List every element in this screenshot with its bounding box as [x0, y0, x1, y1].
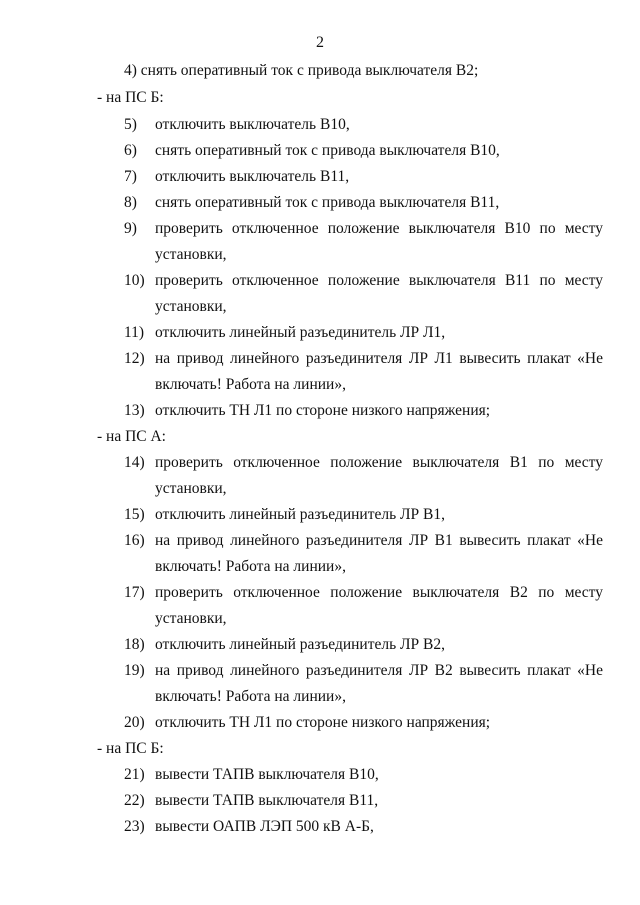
item-text: отключить линейный разъединитель ЛР Л1, [155, 324, 446, 341]
page-number: 2 [316, 34, 324, 51]
item-text: отключить линейный разъединитель ЛР В2, [155, 636, 446, 653]
item-text-continued: включать! Работа на линии», [155, 688, 346, 705]
item-text-continued: установки, [155, 246, 227, 263]
item-number: 19) [124, 662, 145, 679]
item-text: вывести ТАПВ выключателя В11, [155, 792, 379, 809]
item-number: 21) [124, 766, 145, 783]
section-heading-ps-b: - на ПС Б: [97, 89, 164, 106]
item-number: 7) [124, 168, 137, 185]
item-number: 11) [124, 324, 145, 341]
item-text: проверить отключенное положение выключателя В2 по месту [155, 584, 603, 601]
item-text: на привод линейного разъединителя ЛР В1 вывесить плакат «Не [155, 532, 603, 549]
item-number: 9) [124, 220, 137, 237]
item-text-continued: установки, [155, 610, 227, 627]
item-text: проверить отключенное положение выключателя В11 по месту [155, 272, 603, 289]
item-text-continued: установки, [155, 298, 227, 315]
item-number: 5) [124, 116, 137, 133]
item-text-continued: включать! Работа на линии», [155, 376, 346, 393]
item-number: 20) [124, 714, 145, 731]
item-text: отключить выключатель В10, [155, 116, 350, 133]
item-text: отключить ТН Л1 по стороне низкого напряжения; [155, 402, 491, 419]
item-number: 23) [124, 818, 145, 835]
item-text: снять оперативный ток с привода выключателя В10, [155, 142, 500, 159]
item-text: на привод линейного разъединителя ЛР В2 вывесить плакат «Не [155, 662, 603, 679]
item-text: на привод линейного разъединителя ЛР Л1 вывесить плакат «Не [155, 350, 603, 367]
item-number: 18) [124, 636, 145, 653]
list-item-4: 4) снять оперативный ток с привода выключателя В2; [124, 62, 479, 79]
item-number: 10) [124, 272, 145, 289]
item-text: проверить отключенное положение выключателя В10 по месту [155, 220, 603, 237]
item-text: отключить выключатель В11, [155, 168, 350, 185]
item-text: вывести ТАПВ выключателя В10, [155, 766, 379, 783]
item-number: 16) [124, 532, 145, 549]
item-text-continued: включать! Работа на линии», [155, 558, 346, 575]
item-number: 17) [124, 584, 145, 601]
section-heading-ps-a: - на ПС А: [97, 428, 166, 445]
item-number: 6) [124, 142, 137, 159]
item-number: 8) [124, 194, 137, 211]
item-text: вывести ОАПВ ЛЭП 500 кВ А-Б, [155, 818, 374, 835]
item-text: проверить отключенное положение выключателя В1 по месту [155, 454, 603, 471]
item-number: 12) [124, 350, 145, 367]
item-number: 13) [124, 402, 145, 419]
item-number: 22) [124, 792, 145, 809]
item-number: 15) [124, 506, 145, 523]
item-text-continued: установки, [155, 480, 227, 497]
section-heading-ps-b-second: - на ПС Б: [97, 740, 164, 757]
item-text: снять оперативный ток с привода выключателя В11, [155, 194, 500, 211]
item-number: 14) [124, 454, 145, 471]
item-text: отключить ТН Л1 по стороне низкого напряжения; [155, 714, 491, 731]
item-text: отключить линейный разъединитель ЛР В1, [155, 506, 446, 523]
